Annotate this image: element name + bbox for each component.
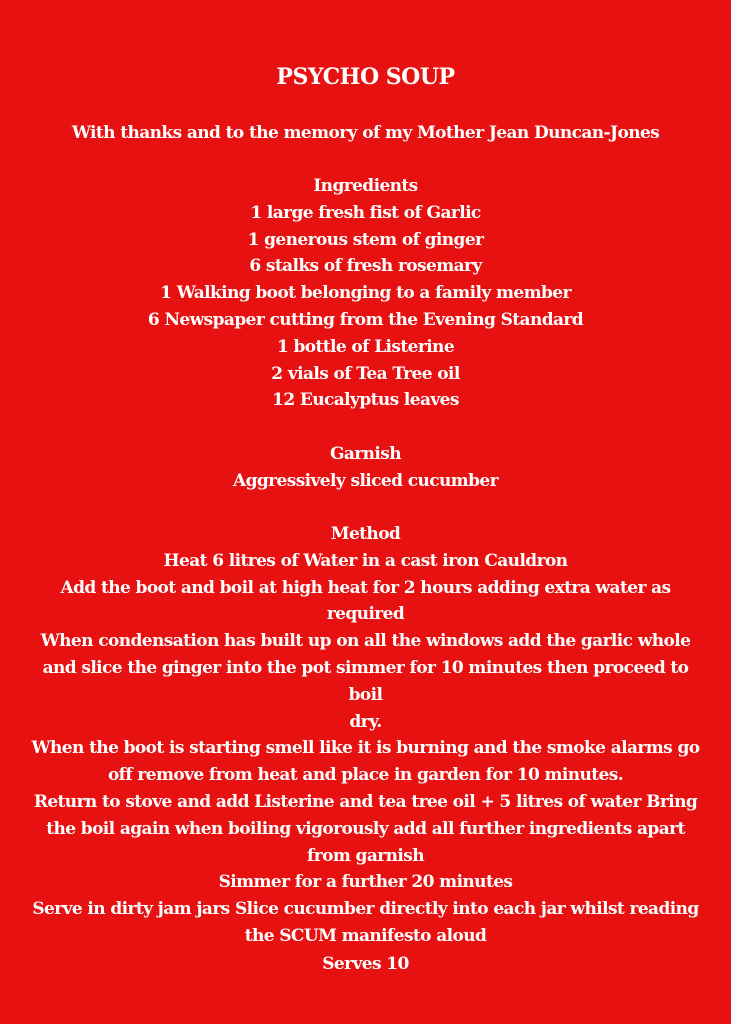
method-line: required (326, 604, 405, 625)
method-line: dry. (349, 711, 382, 732)
method-line: Add the boot and boil at high heat for 2 hours adding extra water as (60, 577, 671, 598)
garnish-section (30, 441, 701, 495)
ingredients-section (30, 173, 701, 414)
method-line: When the boot is starting smell like it is burning and the smoke alarms go (31, 738, 700, 759)
ingredient-item: 1 generous stem of ginger (247, 229, 484, 250)
garnish-heading: Garnish (329, 444, 402, 464)
method-line: and slice the ginger into the pot simmer for 10 minutes then proceed to boil (42, 657, 689, 705)
ingredient-item: 12 Eucalyptus leaves (272, 390, 459, 411)
ingredients-heading: Ingredients (313, 176, 418, 196)
method-line: Return to stove and add Listerine and tea tree oil + 5 litres of water Bring (33, 791, 698, 812)
method-line: the SCUM manifesto aloud (244, 925, 487, 946)
method-line: Serve in dirty jam jars Slice cucumber directly into each jar whilst reading (32, 899, 699, 920)
ingredient-item: 2 vials of Tea Tree oil (271, 363, 460, 384)
method-heading: Method (330, 524, 401, 544)
method-line: When condensation has built up on all the windows add the garlic whole (40, 631, 691, 652)
ingredient-item: 1 bottle of Listerine (276, 336, 455, 357)
method-section (30, 521, 701, 950)
garnish-text: Aggressively sliced cucumber (232, 470, 498, 491)
method-line: the boil again when boiling vigorously add all further ingredients apart (46, 818, 685, 839)
ingredient-item: 1 large fresh fist of Garlic (250, 202, 481, 223)
ingredient-item: 6 stalks of fresh rosemary (249, 256, 482, 277)
method-line: from garnish (307, 845, 424, 866)
ingredient-item: 1 Walking boot belonging to a family member (160, 283, 571, 304)
ingredient-item: 6 Newspaper cutting from the Evening Standard (147, 309, 584, 330)
recipe-title: PSYCHO SOUP (276, 64, 455, 90)
method-line: Heat 6 litres of Water in a cast iron Cauldron (163, 550, 568, 571)
dedication: With thanks and to the memory of my Mother Jean Duncan-Jones (71, 123, 660, 143)
method-line: Simmer for a further 20 minutes (218, 872, 513, 893)
serves-note: Serves 10 (322, 954, 409, 974)
method-line: off remove from heat and place in garden for 10 minutes. (107, 765, 624, 786)
